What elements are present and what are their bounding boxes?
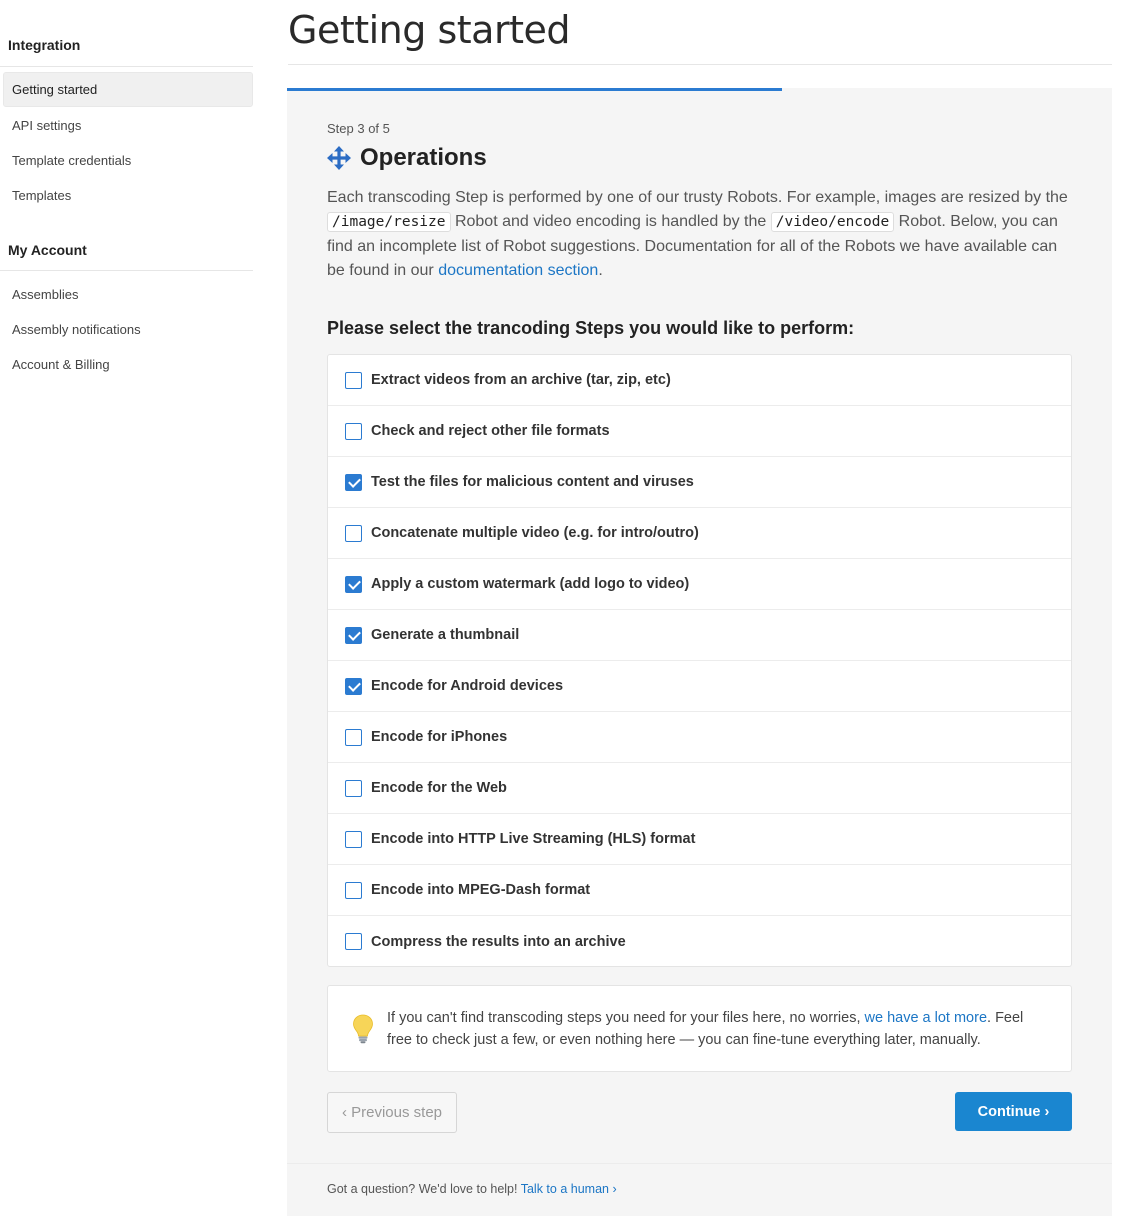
step-option[interactable] (328, 661, 1071, 712)
step-checkbox[interactable] (345, 474, 362, 491)
step-option[interactable] (328, 355, 1071, 406)
step-option-label: Generate a thumbnail (371, 627, 520, 643)
step-option-label: Encode into MPEG-Dash format (371, 882, 591, 898)
step-checkbox[interactable] (345, 372, 362, 389)
step-option-label: Check and reject other file formats (371, 423, 610, 439)
intro-text-4: . (598, 261, 603, 279)
sidebar-item-templates[interactable]: Templates (12, 188, 72, 203)
step-option[interactable] (328, 457, 1071, 508)
step-option-label: Extract videos from an archive (tar, zip, etc) (371, 372, 671, 388)
step-checkbox[interactable] (345, 627, 362, 644)
step-option[interactable] (328, 610, 1071, 661)
sidebar-item-api-settings[interactable]: API settings (12, 118, 82, 133)
step-option-label: Encode for Android devices (371, 678, 564, 694)
tip-text-2: . Feel free to check just a few, or even nothing here — you can fine-tune everything later, manually. (387, 1010, 1024, 1048)
step-option-label: Compress the results into an archive (371, 933, 626, 950)
intro-text-1: Each transcoding Step is performed by one of our trusty Robots. For example, images are resized by the (327, 189, 1068, 206)
step-checkbox[interactable] (345, 729, 362, 746)
code-image-resize: /image/resize (327, 212, 451, 232)
step-counter: Step 3 of 5 (327, 121, 390, 136)
step-option[interactable] (328, 508, 1071, 559)
more-robots-link[interactable]: we have a lot more (864, 1010, 988, 1026)
sidebar-item-template-credentials[interactable]: Template credentials (12, 153, 132, 168)
step-option[interactable] (328, 916, 1071, 967)
sidebar-item-assemblies[interactable]: Assemblies (12, 287, 79, 302)
tip-text (387, 1007, 1047, 1051)
footer-divider (287, 1163, 1112, 1164)
step-checkbox[interactable] (345, 882, 362, 899)
tip-box (327, 985, 1072, 1072)
talk-to-human-link[interactable]: Talk to a human › (520, 1182, 617, 1196)
step-option-label: Concatenate multiple video (e.g. for intro/outro) (371, 525, 699, 541)
intro-text-2: Robot and video encoding is handled by the (450, 213, 771, 231)
sidebar-heading-integration: Integration (0, 36, 253, 67)
step-option-label: Encode for the Web (371, 780, 507, 796)
step-checkbox[interactable] (345, 933, 362, 950)
steps-checklist (327, 354, 1072, 967)
page-title: Getting started (288, 8, 570, 52)
sidebar-heading-my-account: My Account (0, 241, 253, 271)
step-checkbox[interactable] (345, 780, 362, 797)
step-option-label: Test the files for malicious content and viruses (371, 474, 694, 490)
move-arrows-icon (327, 146, 351, 170)
selection-heading: Please select the trancoding Steps you would like to perform: (327, 318, 855, 338)
help-footer (327, 1182, 617, 1196)
step-checkbox[interactable] (345, 525, 362, 542)
step-option-label: Apply a custom watermark (add logo to video) (371, 576, 690, 592)
progress-bar (287, 88, 782, 91)
tip-text-1: If you can't find transcoding steps you need for your files here, no worries, (387, 1010, 865, 1026)
title-divider (288, 64, 1112, 65)
step-title-text: Operations (360, 144, 487, 171)
step-checkbox[interactable] (345, 831, 362, 848)
help-text: Got a question? We'd love to help! (327, 1182, 521, 1196)
step-option[interactable] (328, 712, 1071, 763)
code-video-encode: /video/encode (771, 212, 895, 232)
sidebar-item-assembly-notifications[interactable]: Assembly notifications (12, 322, 141, 337)
step-option[interactable] (328, 559, 1071, 610)
lightbulb-icon (352, 1014, 374, 1044)
sidebar-item-getting-started[interactable]: Getting started (3, 72, 253, 107)
step-checkbox[interactable] (345, 423, 362, 440)
step-option-label: Encode into HTTP Live Streaming (HLS) format (371, 831, 696, 847)
step-option[interactable] (328, 763, 1071, 814)
step-title (327, 143, 487, 173)
intro-text-3: Robot. Below, you can find an incomplete list of Robot suggestions. Documentation for all of the Robots we have available can be found in our (327, 213, 1058, 279)
step-option[interactable] (328, 865, 1071, 916)
step-option[interactable] (328, 814, 1071, 865)
step-checkbox[interactable] (345, 576, 362, 593)
step-option-label: Encode for iPhones (371, 729, 508, 745)
continue-button[interactable]: Continue › (955, 1092, 1072, 1131)
previous-step-button[interactable]: ‹ Previous step (327, 1092, 457, 1133)
step-checkbox[interactable] (345, 678, 362, 695)
sidebar-item-account-billing[interactable]: Account & Billing (12, 357, 110, 372)
documentation-link[interactable]: documentation section (438, 261, 599, 279)
step-option[interactable] (328, 406, 1071, 457)
step-intro (327, 186, 1072, 283)
